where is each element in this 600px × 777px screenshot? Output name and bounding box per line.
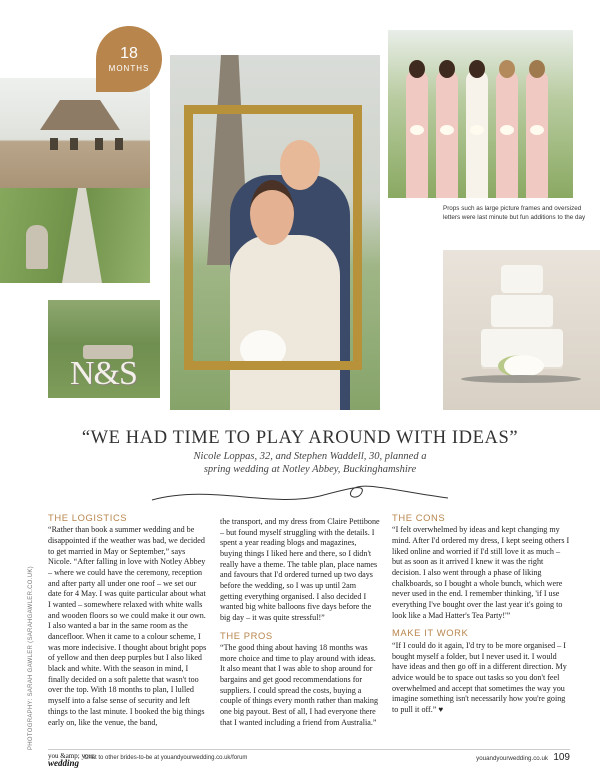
make-it-work-body: “If I could do it again, I'd try to be more organised – I bought myself a folder, but I never used it. I would have ideas and then go off in a different direction. My advice would be to space out tasks so you don't feel overwhelmed and accept that sometimes the way you imagine something isn't necessarily how you're going to pull it off.” ♥ bbox=[392, 640, 567, 714]
make-it-work-heading: MAKE IT WORK bbox=[392, 627, 469, 639]
column-1 bbox=[48, 512, 208, 728]
logistics-body-cont: the transport, and my dress from Claire Pettibone – but found myself struggling with the details. I spent a year reading blogs and magazines, buying things I liked here and there, so I didn't really have a theme. The table plan, place names and favours that I'd ordered turned up two days before the wedding, so I was up until 2am getting everything organised. I also decided I wanted big white balloons five days before the big day – it was quite stressful!” bbox=[220, 517, 380, 623]
cake-tier-top bbox=[501, 265, 543, 295]
bridesmaid-head bbox=[499, 60, 515, 78]
logo-main: wedding bbox=[48, 758, 80, 769]
badge-number: 18 bbox=[120, 44, 138, 62]
cons-body: “I felt overwhelmed by ideas and kept changing my mind. After I'd ordered my dress, I kept seeing others I liked online and worried if I'd still love it as much – but as soon as it arrived I knew it was the right decision. I also went through a phase of liking chalkboards, so I bought a whole bunch, which were never used in the end. I remember thinking, 'if I use everything I've bought over the last year it's going to look like a Mad Hatter's Tea Party!'” bbox=[392, 525, 570, 620]
bridesmaids-photo bbox=[388, 30, 573, 198]
window bbox=[70, 138, 78, 150]
window bbox=[50, 138, 58, 150]
logo-top: you &amp; your bbox=[48, 752, 95, 760]
logistics-body: “Rather than book a summer wedding and be disappointed if the weather was bad, we decided to get married in May or September,” says Nicole. “After falling in love with Notley Abbey – where we could have the ceremony, reception and after party all under one roof – we set our date for 4 May. I was quite particular about what I wanted – somewhere relaxed with white walls and wooden floors so we could make it our own. I also wanted a bar in the same room as the dancefloor. When it came to a colour scheme, I was more indecisive. I thought about bright pops of yellow and then deep purples but I also liked black and white. With the season in mind, I finally decided on a soft palette that wasn't too over the top. With 18 months to plan, I lulled myself into a false sense of security and left things to the last minute. I booked the big things early on, like the venue, the band, bbox=[48, 525, 207, 727]
cake-photo bbox=[443, 250, 600, 410]
decorative-swirl bbox=[150, 478, 450, 510]
bridesmaid-head bbox=[529, 60, 545, 78]
bride-head bbox=[469, 60, 485, 78]
couple-photo bbox=[170, 55, 380, 410]
website-url[interactable]: youandyourwedding.co.uk bbox=[476, 755, 548, 762]
page-footer bbox=[48, 749, 570, 769]
bridesmaid-head bbox=[439, 60, 455, 78]
bouquet bbox=[530, 125, 544, 135]
headline: “WE HAD TIME TO PLAY AROUND WITH IDEAS” bbox=[81, 428, 519, 448]
cons-heading: THE CONS bbox=[392, 512, 446, 523]
window bbox=[115, 138, 123, 150]
cake-tier-middle bbox=[491, 295, 553, 329]
photo-caption: Props such as large picture frames and oversized letters were last minute but fun additions to the day bbox=[443, 205, 586, 221]
pros-heading: THE PROS bbox=[220, 629, 273, 641]
cake-stand bbox=[461, 375, 581, 383]
bouquet bbox=[410, 125, 424, 135]
column-3 bbox=[392, 512, 570, 716]
gilded-picture-frame bbox=[184, 105, 362, 370]
badge-label: MONTHS bbox=[108, 63, 150, 73]
photo-credit-text: PHOTOGRAPHY: SARAH GAWLER (SARAHGAWLER.CO.UK) bbox=[28, 566, 34, 750]
photo-credit bbox=[28, 520, 38, 760]
initials-sign: N&S bbox=[70, 355, 137, 392]
house-photo bbox=[0, 78, 150, 283]
bouquet bbox=[440, 125, 454, 135]
roof bbox=[30, 100, 130, 130]
standfirst: Nicole Loppas, 32, and Stephen Waddell, 30, planned a spring wedding at Notley Abbey, Buckinghamshire bbox=[193, 451, 427, 476]
window bbox=[95, 138, 103, 150]
page-number: 109 bbox=[553, 752, 570, 763]
initials-sign-photo bbox=[48, 300, 160, 398]
months-badge bbox=[96, 26, 162, 92]
logistics-heading: THE LOGISTICS bbox=[48, 512, 128, 523]
bouquet bbox=[470, 125, 484, 135]
forum-link[interactable]: Chat to other brides-to-be at youandyourwedding.co.uk/forum bbox=[84, 755, 248, 761]
cake-flowers bbox=[498, 355, 544, 377]
bouquet bbox=[500, 125, 514, 135]
column-2 bbox=[220, 517, 380, 729]
stone-urn bbox=[26, 225, 48, 269]
pros-body: “The good thing about having 18 months was more choice and time to play around with ideas. It also meant that I was able to shop around for bargains and get good recommendations for suppliers. I could spread the costs, buying a couple of things every month rather than making one big payout. Best of all, I had everyone there that I wanted including a friend from Australia.” bbox=[220, 643, 379, 727]
bridesmaid-head bbox=[409, 60, 425, 78]
